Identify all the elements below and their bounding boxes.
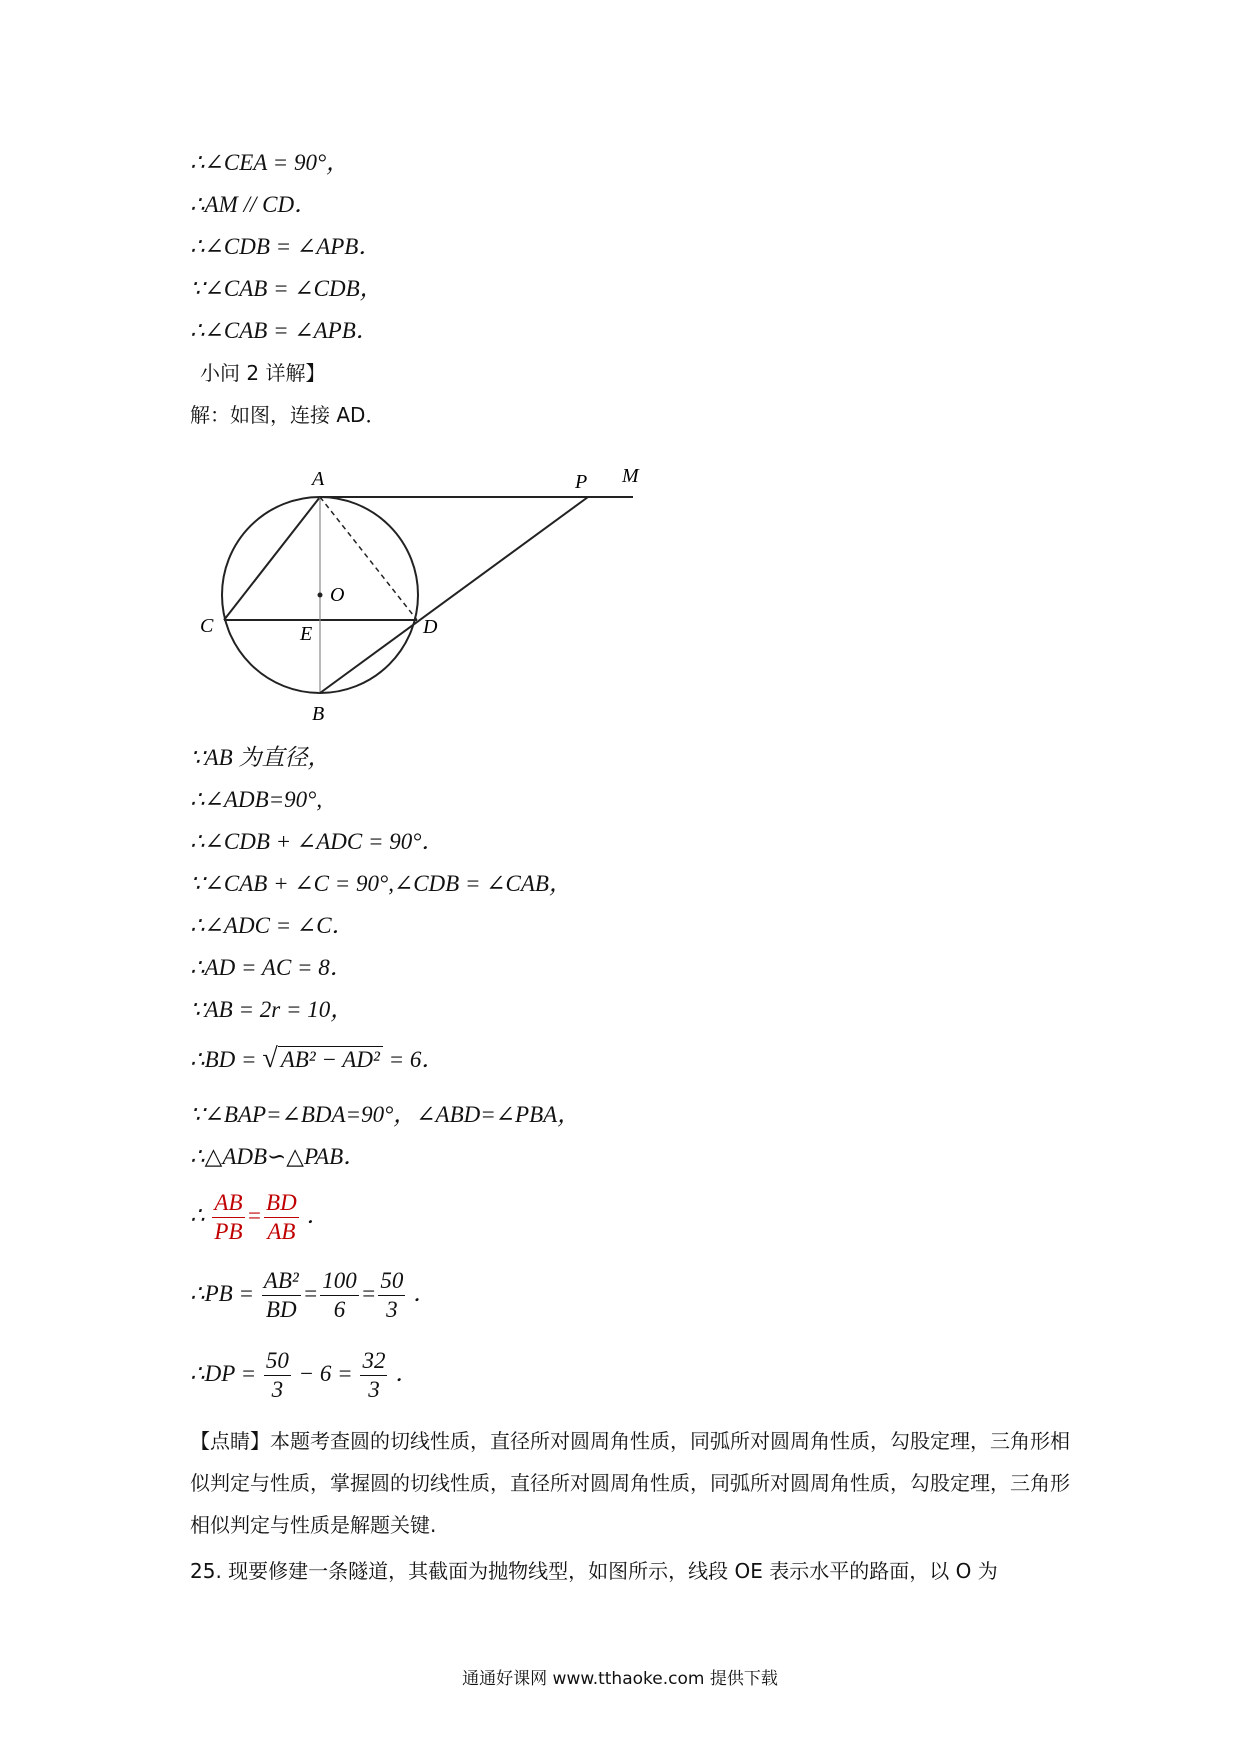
label-b: B <box>312 703 325 725</box>
fraction-denominator: 3 <box>386 1297 398 1323</box>
step-line-10: ∴∠CDB + ∠ADC = 90°． <box>190 829 445 854</box>
segment-bp <box>320 497 588 693</box>
label-m: M <box>622 465 639 487</box>
fraction-numerator: 100 <box>320 1267 359 1296</box>
bd-prefix: ∴BD = <box>190 1047 257 1072</box>
label-a: A <box>312 468 325 490</box>
fraction-ab2-bd <box>262 1267 301 1324</box>
pb-prefix: ∴PB = <box>190 1281 255 1306</box>
step-line-2: ∴AM // CD． <box>190 192 318 217</box>
circle-figure <box>190 455 670 730</box>
fraction-denominator: 3 <box>271 1377 284 1403</box>
fraction-denominator: 3 <box>368 1377 380 1403</box>
sqrt-sign: √ <box>262 1043 278 1074</box>
label-c: C <box>200 615 214 637</box>
fraction-numerator: AB² <box>262 1267 301 1296</box>
center-point-o <box>318 593 323 598</box>
step-line-11: ∵∠CAB + ∠C = 90°,∠CDB = ∠CAB， <box>190 871 572 896</box>
step-line-1: ∴∠CEA = 90°， <box>190 150 350 175</box>
fraction-denominator: AB <box>267 1219 296 1245</box>
equals-sign: = <box>246 1203 263 1228</box>
period: ． <box>306 1203 330 1228</box>
step-line-15 <box>190 1044 444 1075</box>
key-points-paragraph: 【点睛】本题考查圆的切线性质，直径所对圆周角性质，同弧所对圆周角性质，勾股定理，三角形相似判定与性质，掌握圆的切线性质，直径所对圆周角性质，同弧所对圆周角性质，勾股定理，三角形相似判定与性质是解题关键. <box>190 1429 1070 1537</box>
fraction-numerator: BD <box>264 1189 299 1218</box>
period: ． <box>395 1361 419 1386</box>
sqrt-radicand: AB² − AD² <box>278 1046 383 1072</box>
ratio-ab-pb <box>212 1189 244 1246</box>
step-line-4: ∵∠CAB = ∠CDB， <box>190 276 383 301</box>
step-line-20 <box>190 1342 418 1406</box>
step-line-9: ∴∠ADB=90°, <box>190 787 323 812</box>
ratio-bd-ab <box>264 1189 299 1246</box>
fraction-denominator: PB <box>214 1219 243 1245</box>
question-25: 25. 现要修建一条隧道，其截面为抛物线型，如图所示，线段 OE 表示水平的路面，以 O 为 <box>190 1559 998 1583</box>
fraction-numerator: 50 <box>378 1267 405 1296</box>
equals-sign: = <box>360 1281 377 1306</box>
step-line-19 <box>190 1262 436 1326</box>
step-line-18 <box>190 1186 329 1246</box>
fraction-numerator: AB <box>212 1189 244 1218</box>
fraction-denominator: BD <box>265 1297 297 1323</box>
bd-suffix: = 6． <box>388 1047 445 1072</box>
solution-intro: 解：如图，连接 AD． <box>190 403 386 427</box>
step-line-12: ∴∠ADC = ∠C． <box>190 913 355 938</box>
label-d: D <box>423 616 438 638</box>
segment-ac <box>224 497 320 620</box>
fraction-50-3 <box>264 1347 291 1404</box>
step-line-3: ∴∠CDB = ∠APB． <box>190 234 382 259</box>
fraction-denominator: 6 <box>333 1297 346 1323</box>
subquestion-2-heading: 小问 2 详解】 <box>200 361 326 385</box>
label-o: O <box>330 584 345 606</box>
step-line-17: ∴△ADB∽△PAB． <box>190 1144 367 1169</box>
step-line-14: ∵AB = 2r = 10， <box>190 997 354 1022</box>
fraction-numerator: 50 <box>264 1347 291 1376</box>
step-line-5: ∴∠CAB = ∠APB． <box>190 318 379 343</box>
label-p: P <box>575 471 588 493</box>
step-line-8: ∵AB 为直径， <box>190 745 331 770</box>
period: ． <box>413 1281 437 1306</box>
label-e: E <box>300 623 313 645</box>
fraction-100-6 <box>320 1267 359 1324</box>
step-line-13: ∴AD = AC = 8． <box>190 955 353 980</box>
dp-prefix: ∴DP = <box>190 1361 257 1386</box>
step-line-16: ∵∠BAP=∠BDA=90°，∠ABD=∠PBA， <box>190 1102 581 1127</box>
fraction-32-3 <box>360 1347 387 1404</box>
equals-sign: = <box>302 1281 319 1306</box>
fraction-numerator: 32 <box>360 1347 387 1376</box>
therefore-symbol: ∴ <box>190 1203 205 1228</box>
minus-six: − 6 = <box>298 1361 353 1386</box>
fraction-50-3 <box>378 1267 405 1324</box>
page-footer: 通通好课网 www.tthaoke.com 提供下载 <box>462 1669 778 1689</box>
